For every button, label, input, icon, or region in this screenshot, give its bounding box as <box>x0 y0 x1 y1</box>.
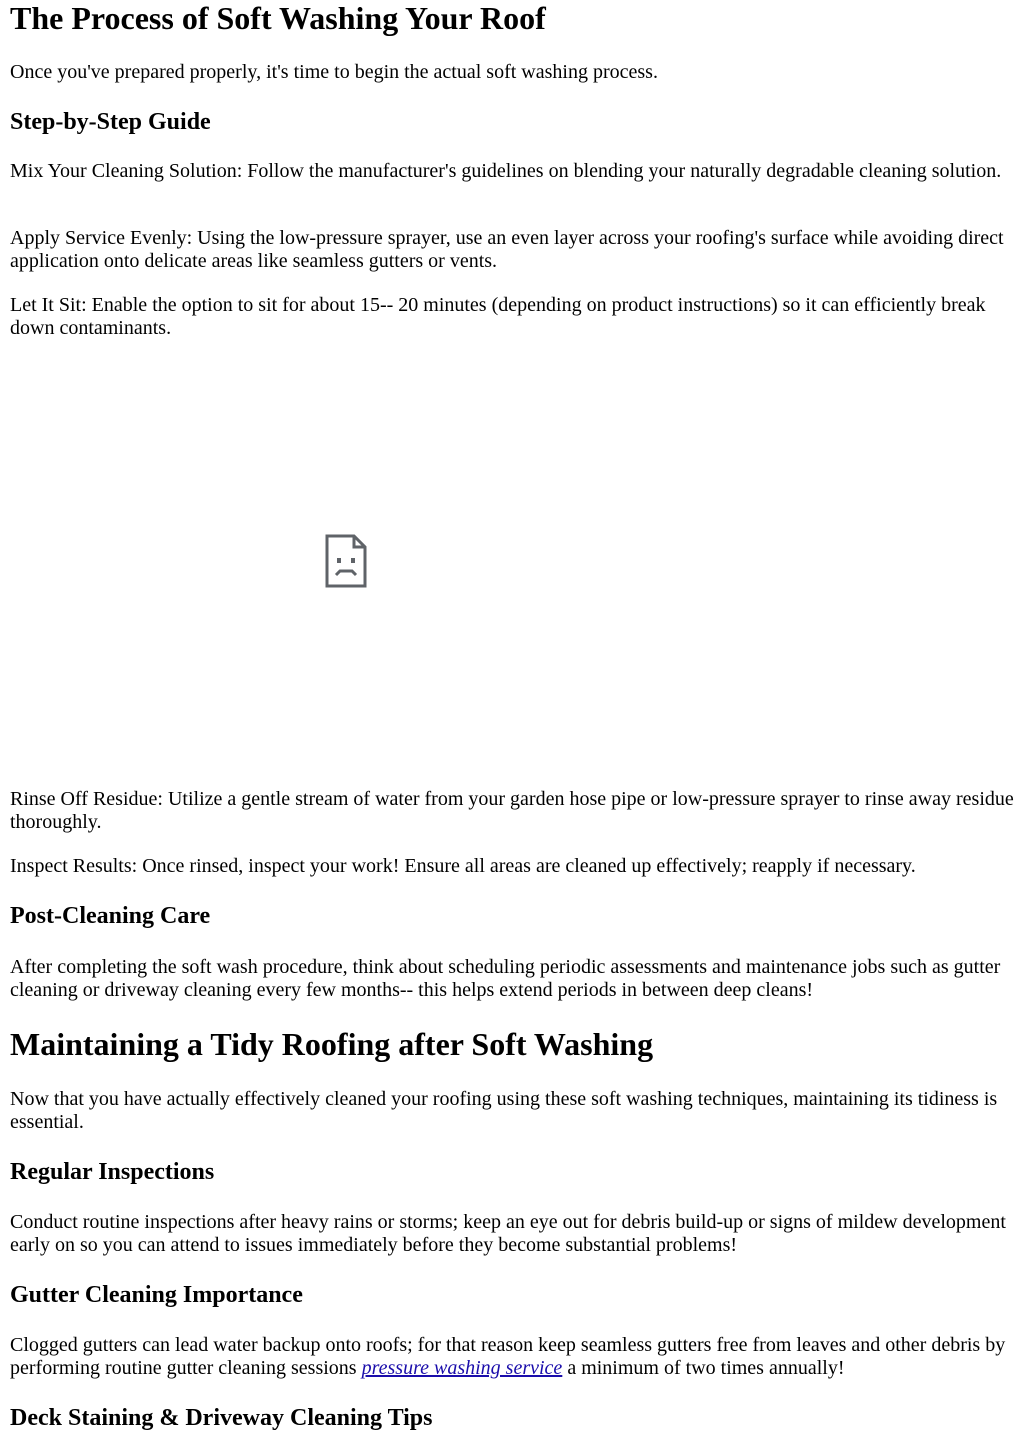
paragraph-process-intro: Once you've prepared properly, it's time to begin the actual soft washing process. <box>10 61 658 83</box>
paragraph-post-cleaning: After completing the soft wash procedure, think about scheduling periodic assessments and maintenance jobs such as gutter cleaning or driveway cleaning every few months-- this helps extend periods in between deep cleans! <box>10 956 1001 1001</box>
broken-image-icon <box>324 534 368 588</box>
heading-maintaining: Maintaining a Tidy Roofing after Soft Washing <box>10 1026 654 1062</box>
heading-step-by-step: Step-by-Step Guide <box>10 109 211 135</box>
paragraph-gutter-cleaning <box>10 1334 1014 1380</box>
paragraph-step-apply: Apply Service Evenly: Using the low-pressure sprayer, use an even layer across your roofing's surface while avoiding direct application onto delicate areas like seamless gutters or vents. <box>10 227 1004 272</box>
heading-process: The Process of Soft Washing Your Roof <box>10 0 546 36</box>
gutter-text-before: Clogged gutters can lead water backup onto roofs; for that reason keep seamless gutters free from leaves and other debris by performing routine gutter cleaning sessions <box>10 1334 1006 1379</box>
paragraph-step-inspect: Inspect Results: Once rinsed, inspect your work! Ensure all areas are cleaned up effectively; reapply if necessary. <box>10 855 916 877</box>
heading-gutter-cleaning: Gutter Cleaning Importance <box>10 1282 303 1308</box>
pressure-washing-service-link[interactable]: pressure washing service <box>361 1357 563 1379</box>
paragraph-maintaining-intro: Now that you have actually effectively cleaned your roofing using these soft washing techniques, maintaining its tidiness is essential. <box>10 1088 998 1133</box>
heading-post-cleaning: Post-Cleaning Care <box>10 903 211 929</box>
heading-regular-inspections: Regular Inspections <box>10 1159 215 1185</box>
paragraph-step-sit: Let It Sit: Enable the option to sit for about 15-- 20 minutes (depending on product instructions) so it can efficiently break down contaminants. <box>10 294 986 339</box>
paragraph-regular-inspections: Conduct routine inspections after heavy rains or storms; keep an eye out for debris build-up or signs of mildew development early on so you can attend to issues immediately before they become substantial problems! <box>10 1211 1006 1256</box>
gutter-text-after: a minimum of two times annually! <box>562 1357 845 1379</box>
heading-deck-staining: Deck Staining & Driveway Cleaning Tips <box>10 1405 433 1431</box>
paragraph-step-mix: Mix Your Cleaning Solution: Follow the manufacturer's guidelines on blending your naturally degradable cleaning solution. <box>10 160 1002 182</box>
paragraph-step-rinse: Rinse Off Residue: Utilize a gentle stream of water from your garden hose pipe or low-pressure sprayer to rinse away residue thoroughly. <box>10 788 1014 833</box>
